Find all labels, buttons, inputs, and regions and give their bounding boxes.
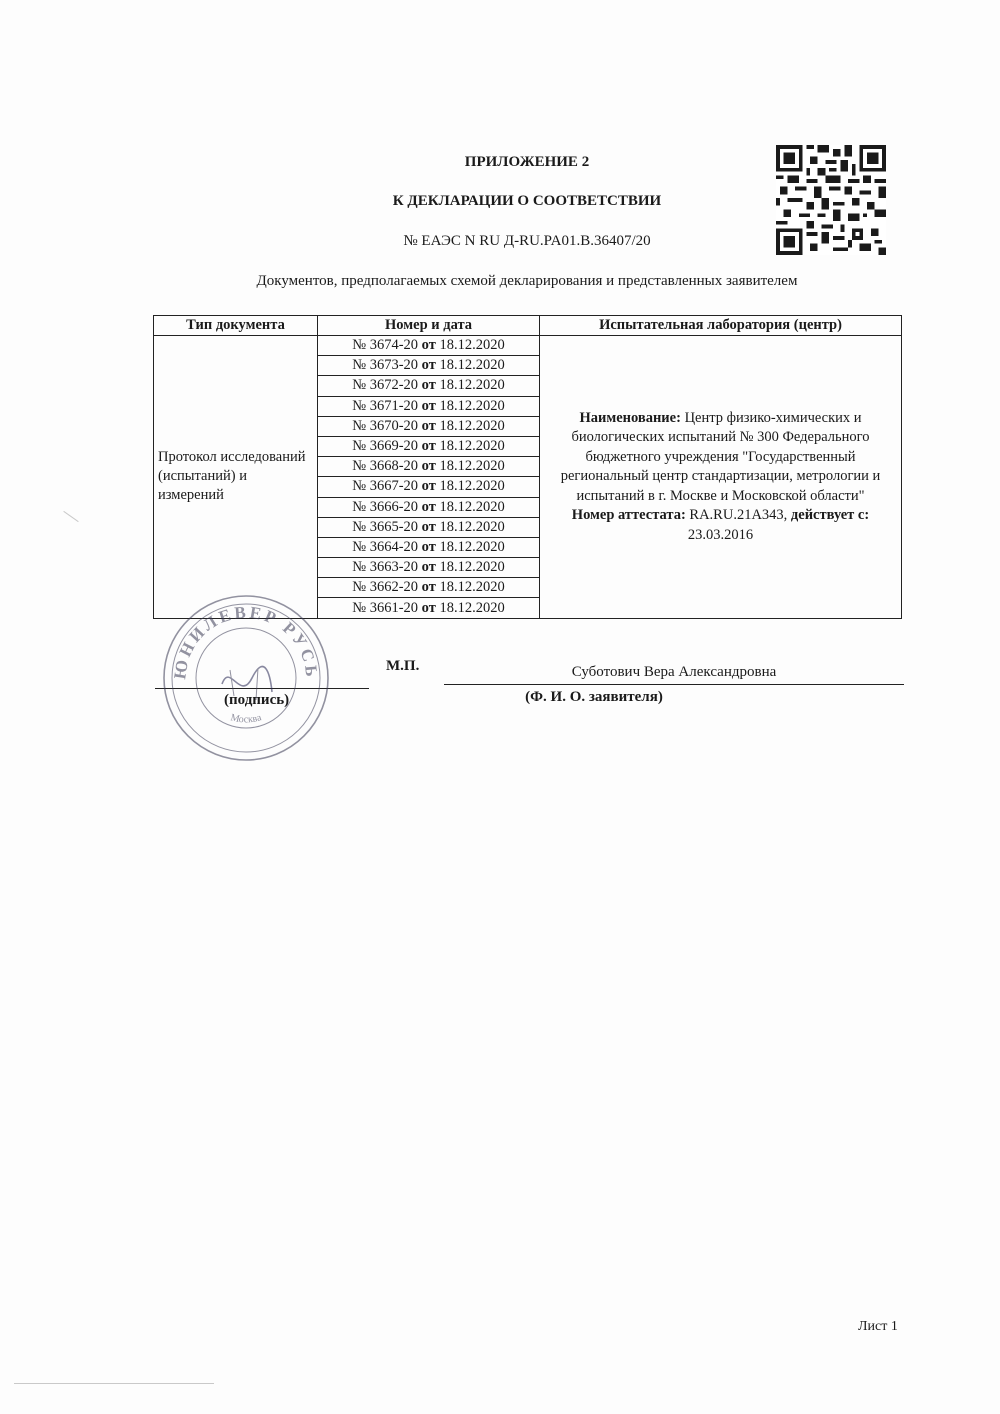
applicant-name-label: (Ф. И. О. заявителя) [525, 689, 663, 705]
applicant-name-line [444, 684, 904, 685]
number-date-cell [318, 376, 540, 396]
protocol-number: № 3665-20 [352, 518, 419, 535]
declaration-number: № ЕАЭС N RU Д-RU.PA01.B.36407/20 [403, 233, 651, 249]
stamp-place-label: М.П. [386, 658, 420, 674]
valid-date: 23.03.2016 [687, 526, 754, 543]
company-seal-icon [160, 592, 332, 764]
page-number: Лист 1 [858, 1319, 898, 1334]
protocol-number: № 3667-20 [352, 478, 419, 495]
protocol-number: № 3664-20 [352, 538, 419, 555]
scan-artifact [14, 1383, 214, 1384]
protocol-date: 18.12.2020 [439, 599, 505, 616]
cert-number: RA.RU.21А343, [689, 507, 788, 524]
lab-name: Центр физико-химических и биологических испытаний № 300 Федерального бюджетного учреждения "Государственный региональный центр стандартизации, метрологии и испытаний в г. Москве и Московской области" [560, 409, 881, 504]
qr-code-icon [776, 145, 886, 255]
from-word: от [421, 579, 436, 596]
protocol-number: № 3669-20 [352, 438, 419, 455]
protocol-number: № 3661-20 [352, 599, 419, 616]
header-doc-type: Тип документа [154, 316, 318, 336]
number-date-cell [318, 578, 540, 598]
svg-text:Москва: Москва [229, 712, 263, 726]
protocol-date: 18.12.2020 [439, 478, 505, 495]
signature-label: (подпись) [224, 692, 290, 708]
protocol-number: № 3663-20 [352, 559, 419, 576]
number-date-cell [318, 598, 540, 618]
from-word: от [421, 337, 436, 354]
protocol-number: № 3673-20 [352, 357, 419, 374]
protocol-date: 18.12.2020 [439, 397, 505, 414]
from-word: от [421, 357, 436, 374]
from-word: от [421, 417, 436, 434]
number-date-cell [318, 396, 540, 416]
protocol-date: 18.12.2020 [439, 438, 505, 455]
documents-table [153, 315, 902, 619]
valid-label: действует с: [790, 507, 870, 524]
doc-type-cell: Протокол исследований (испытаний) и измерений [154, 336, 318, 619]
from-word: от [421, 478, 436, 495]
table-row [154, 336, 902, 356]
protocol-date: 18.12.2020 [439, 337, 505, 354]
number-date-cell [318, 336, 540, 356]
protocol-date: 18.12.2020 [439, 579, 505, 596]
protocol-date: 18.12.2020 [439, 559, 505, 576]
header-number-date: Номер и дата [318, 316, 540, 336]
protocol-date: 18.12.2020 [439, 417, 505, 434]
protocol-number: № 3670-20 [352, 417, 419, 434]
protocol-date: 18.12.2020 [439, 518, 505, 535]
from-word: от [421, 498, 436, 515]
protocol-number: № 3668-20 [352, 458, 419, 475]
intro-text: Документов, предполагаемых схемой декларирования и представленных заявителем [256, 273, 798, 289]
protocol-number: № 3662-20 [352, 579, 419, 596]
number-date-cell [318, 477, 540, 497]
number-date-cell [318, 436, 540, 456]
number-date-cell [318, 497, 540, 517]
from-word: от [421, 538, 436, 555]
appendix-subtitle: К ДЕКЛАРАЦИИ О СООТВЕТСТВИИ [392, 193, 662, 209]
number-date-cell [318, 517, 540, 537]
from-word: от [421, 458, 436, 475]
header-lab: Испытательная лаборатория (центр) [540, 316, 902, 336]
from-word: от [421, 397, 436, 414]
table-header-row [154, 316, 902, 336]
protocol-date: 18.12.2020 [439, 357, 505, 374]
applicant-name: Суботович Вера Александровна [571, 664, 777, 680]
lab-name-label: Наименование: [579, 409, 681, 426]
appendix-title: ПРИЛОЖЕНИЕ 2 [464, 154, 590, 170]
svg-text:ЮНИЛЕВЕР РУСЬ: ЮНИЛЕВЕР РУСЬ [170, 602, 322, 681]
from-word: от [421, 559, 436, 576]
protocol-date: 18.12.2020 [439, 538, 505, 555]
scan-artifact [63, 511, 78, 522]
number-date-cell [318, 537, 540, 557]
lab-cell [540, 336, 902, 619]
from-word: от [421, 377, 436, 394]
number-date-cell [318, 416, 540, 436]
number-date-cell [318, 558, 540, 578]
number-date-cell [318, 457, 540, 477]
protocol-date: 18.12.2020 [439, 498, 505, 515]
number-date-cell [318, 356, 540, 376]
protocol-number: № 3666-20 [352, 498, 419, 515]
protocol-number: № 3674-20 [352, 337, 419, 354]
protocol-date: 18.12.2020 [439, 377, 505, 394]
from-word: от [421, 518, 436, 535]
cert-label: Номер аттестата: [571, 507, 686, 524]
from-word: от [421, 599, 436, 616]
protocol-date: 18.12.2020 [439, 458, 505, 475]
protocol-number: № 3672-20 [352, 377, 419, 394]
from-word: от [421, 438, 436, 455]
protocol-number: № 3671-20 [352, 397, 419, 414]
